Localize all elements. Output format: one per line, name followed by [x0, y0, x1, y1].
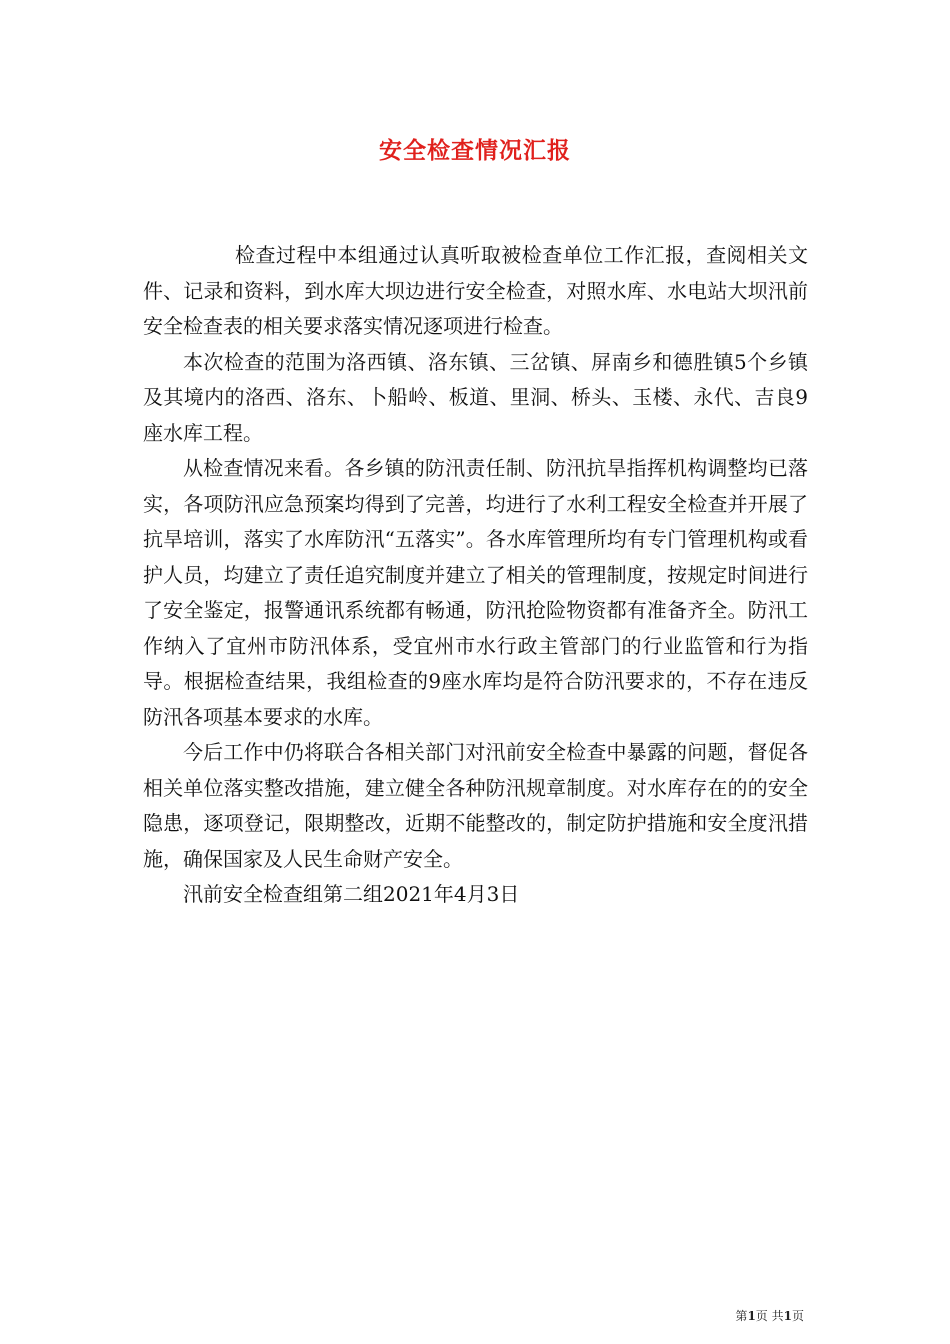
- paragraph-inspection-findings: 从检查情况来看。各乡镇的防汛责任制、防汛抗旱指挥机构调整均已落实，各项防汛应急预案均得到了完善，均进行了水利工程安全检查并开展了抗旱培训，落实了水库防汛“五落实”。各水库管理所均有专门管理机构或看护人员，均建立了责任追究制度并建立了相关的管理制度，按规定时间进行了安全鉴定，报警通讯系统都有畅通，防汛抢险物资都有准备齐全。防汛工作纳入了宜州市防汛体系，受宜州市水行政主管部门的行业监管和行为指导。根据检查结果，我组检查的9座水库均是符合防汛要求的，不存在违反防汛各项基本要求的水库。: [143, 456, 808, 729]
- paragraph-inspection-scope: 本次检查的范围为洛西镇、洛东镇、三岔镇、屏南乡和德胜镇5个乡镇及其境内的洛西、洛东、卜船岭、板道、里洞、桥头、玉楼、永代、吉良9座水库工程。: [143, 349, 808, 445]
- paragraph-future-work: 今后工作中仍将联合各相关部门对汛前安全检查中暴露的问题，督促各相关单位落实整改措施，建立健全各种防汛规章制度。对水库存在的的安全隐患，逐项登记，限期整改，近期不能整改的，制定防护措施和安全度汛措施，确保国家及人民生命财产安全。: [143, 740, 808, 871]
- document-body: [143, 238, 808, 913]
- page-number-middle: 页 共: [755, 1309, 784, 1323]
- page-number-total: 1: [783, 1309, 792, 1323]
- page-number-current: 1: [747, 1309, 756, 1323]
- signature-line: 汛前安全检查组第二组2021年4月3日: [183, 882, 520, 906]
- page-title: 安全检查情况汇报: [379, 137, 571, 164]
- page-number-prefix: 第: [735, 1309, 748, 1323]
- paragraph-inspection-process: 检查过程中本组通过认真听取被检查单位工作汇报，查阅相关文件、记录和资料，到水库大坝边进行安全检查，对照水库、水电站大坝汛前安全检查表的相关要求落实情况逐项进行检查。: [143, 243, 808, 338]
- page-number: [735, 1307, 804, 1324]
- page-number-suffix: 页: [791, 1309, 804, 1323]
